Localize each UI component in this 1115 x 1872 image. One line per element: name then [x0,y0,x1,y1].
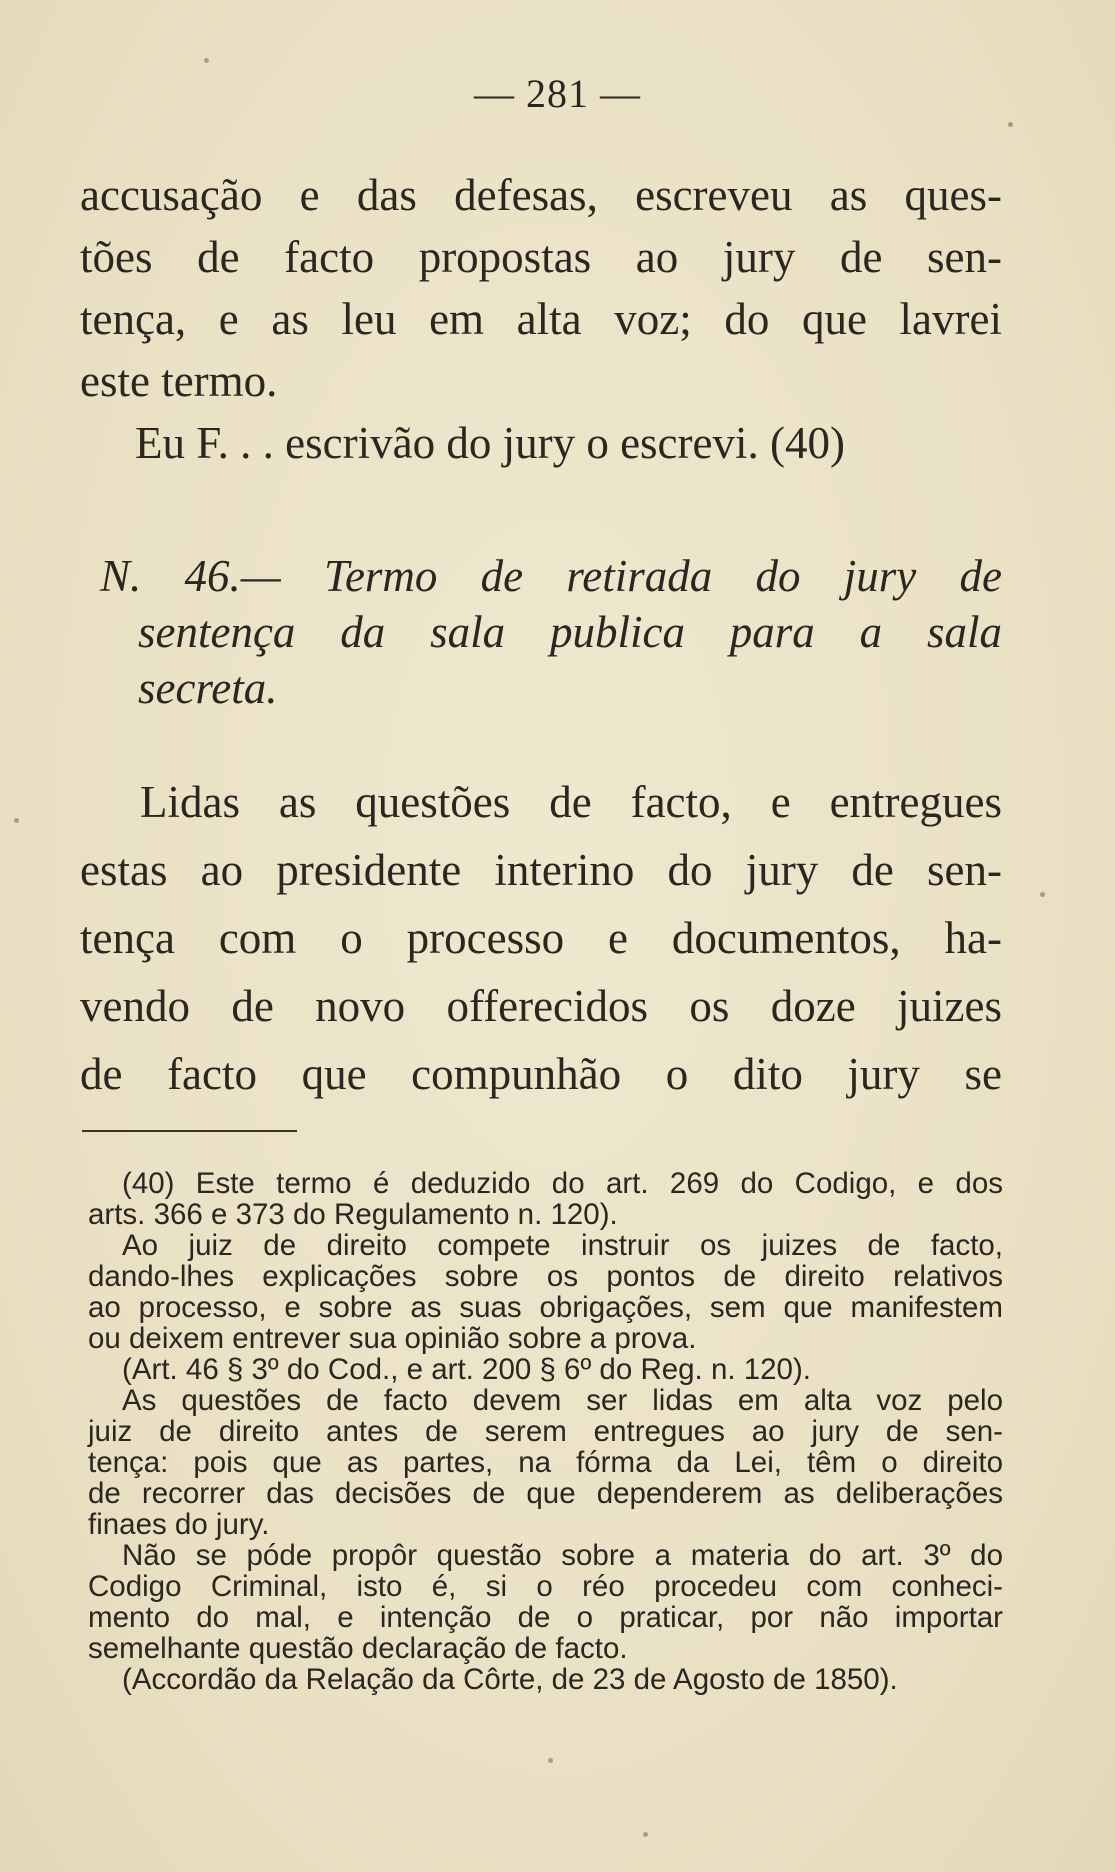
footnote-line: (Accordão da Relação da Côrte, de 23 de Agosto de 1850). [122,1663,898,1696]
footnote-line: Não se póde propôr questão sobre a materia do art. 3º do [122,1539,1003,1572]
footnote-line: Ao juiz de direito compete instruir os juizes de facto, [122,1229,1003,1262]
paper-speck [548,1758,553,1763]
text-line: tões de facto propostas ao jury de sen- [80,232,1002,282]
body-paragraph-continuation [80,164,1002,474]
heading-line: sentença da sala publica para a sala [138,607,1002,657]
text-line: vendo de novo offerecidos os doze juizes [80,981,1002,1031]
paper-speck [14,818,19,823]
footnote-divider [82,1130,297,1132]
footnote-line: finaes do jury. [88,1508,270,1541]
text-line: Lidas as questões de facto, e entregues [140,777,1002,827]
footnote-line: ou deixem entrever sua opinião sobre a prova. [88,1322,697,1355]
footnote-line: (40) Este termo é deduzido do art. 269 do Codigo, e dos [122,1167,1003,1200]
footnote-line: arts. 366 e 373 do Regulamento n. 120). [88,1198,618,1231]
signature-line: Eu F. . . escrivão do jury o escrevi. (40) [135,418,845,468]
section-heading [100,548,1002,716]
text-line: accusação e das defesas, escreveu as ques- [80,170,1002,220]
footnote-line: mento do mal, e intenção de o praticar, por não importar [88,1601,1003,1634]
text-line: de facto que compunhão o dito jury se [80,1049,1002,1099]
footnote-line: semelhante questão declaração de facto. [88,1632,628,1665]
footnote-line: juiz de direito antes de serem entregues ao jury de sen- [88,1415,1003,1448]
footnote-line: dando-lhes explicações sobre os pontos de direito relativos [88,1260,1003,1293]
paper-speck [204,58,209,63]
body-paragraph [80,768,1002,1108]
paper-speck [1040,892,1045,897]
footnote-line: de recorrer das decisões de que dependerem as deliberações [88,1477,1003,1510]
footnote-line: tença: pois que as partes, na fórma da Lei, têm o direito [88,1446,1003,1479]
text-line: este termo. [80,356,278,406]
heading-line: secreta. [138,663,278,713]
text-line: tença, e as leu em alta voz; do que lavrei [80,294,1002,344]
footnotes [88,1168,1003,1695]
paper-speck [1008,122,1013,127]
text-line: tença com o processo e documentos, ha- [80,913,1002,963]
footnote-line: As questões de facto devem ser lidas em alta voz pelo [122,1384,1003,1417]
footnote-line: (Art. 46 § 3º do Cod., e art. 200 § 6º do Reg. n. 120). [122,1353,811,1386]
paper-speck [643,1832,648,1837]
page-number: — 281 — [474,71,641,116]
footnote-line: ao processo, e sobre as suas obrigações, sem que manifestem [88,1291,1003,1324]
text-line: estas ao presidente interino do jury de sen- [80,845,1002,895]
footnote-line: Codigo Criminal, isto é, si o réo procedeu com conheci- [88,1570,1003,1603]
heading-line: N. 46.— Termo de retirada do jury de [100,551,1002,601]
